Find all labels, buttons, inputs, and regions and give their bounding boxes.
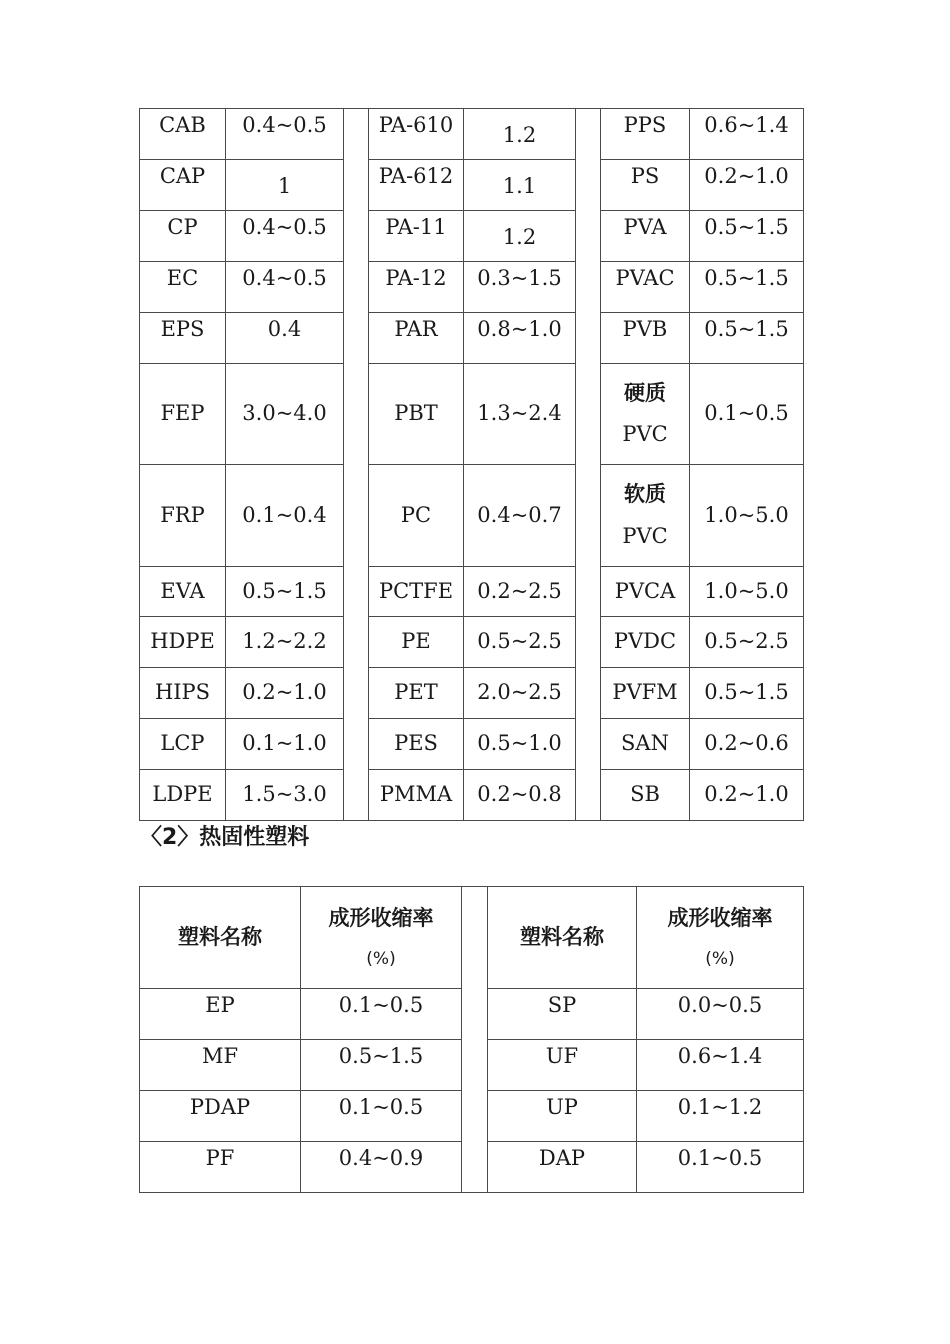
- material-name: PA-612: [369, 160, 464, 211]
- header-plastic-name: 塑料名称: [488, 887, 637, 989]
- material-name: PA-11: [369, 211, 464, 262]
- table-row: [140, 617, 804, 668]
- column-gap: [344, 109, 369, 821]
- material-name: HDPE: [140, 617, 226, 668]
- material-name: CAP: [140, 160, 226, 211]
- column-gap: [576, 109, 601, 821]
- shrinkage-value: 0.1~0.5: [301, 1091, 462, 1142]
- shrinkage-value: 0.2~0.6: [690, 719, 804, 770]
- shrinkage-value: 0.5~1.5: [690, 668, 804, 719]
- shrinkage-value: 0.5~1.5: [690, 262, 804, 313]
- material-name: [601, 465, 690, 567]
- material-name: HIPS: [140, 668, 226, 719]
- column-gap: [462, 887, 488, 1193]
- material-name: PET: [369, 668, 464, 719]
- shrinkage-value: 1.5~3.0: [226, 770, 344, 821]
- material-name: PVFM: [601, 668, 690, 719]
- table-row: [140, 313, 804, 364]
- shrinkage-value: 0.2~2.5: [464, 567, 576, 617]
- material-name: [601, 364, 690, 465]
- shrinkage-value: 0.1~1.0: [226, 719, 344, 770]
- shrinkage-value: 0.4: [226, 313, 344, 364]
- material-name: DAP: [488, 1142, 637, 1193]
- material-name: FRP: [140, 465, 226, 567]
- section-heading: 〈2〉热固性塑料: [140, 825, 310, 850]
- shrinkage-value: 0.4~0.5: [226, 262, 344, 313]
- table-row: [140, 211, 804, 262]
- shrinkage-value: 0.5~2.5: [464, 617, 576, 668]
- shrinkage-value: 0.3~1.5: [464, 262, 576, 313]
- shrinkage-value: 1.3~2.4: [464, 364, 576, 465]
- material-name: MF: [140, 1040, 301, 1091]
- shrinkage-value: 0.4~0.5: [226, 211, 344, 262]
- material-qualifier: 硬质: [624, 380, 666, 405]
- material-name: EVA: [140, 567, 226, 617]
- shrinkage-value: 0.0~0.5: [637, 989, 804, 1040]
- thermoplastic-shrinkage-table: [139, 108, 804, 821]
- header-rate-unit: (%): [366, 948, 396, 969]
- table-row: [140, 719, 804, 770]
- material-name: PMMA: [369, 770, 464, 821]
- table-row: [140, 770, 804, 821]
- header-shrinkage-rate: [301, 887, 462, 989]
- material-name: PC: [369, 465, 464, 567]
- table-row: [140, 567, 804, 617]
- header-rate-label: 成形收缩率: [328, 905, 434, 930]
- shrinkage-value: 0.6~1.4: [690, 109, 804, 160]
- shrinkage-value: 0.1~0.5: [690, 364, 804, 465]
- shrinkage-value: 1.1: [464, 160, 576, 211]
- material-name: EP: [140, 989, 301, 1040]
- thermoset-shrinkage-table: [139, 886, 804, 1193]
- shrinkage-value: 0.5~1.5: [690, 211, 804, 262]
- shrinkage-value: 1.0~5.0: [690, 567, 804, 617]
- shrinkage-value: 0.4~0.9: [301, 1142, 462, 1193]
- table-row: [140, 668, 804, 719]
- material-name: PA-12: [369, 262, 464, 313]
- material-name: PVA: [601, 211, 690, 262]
- shrinkage-value: 0.2~1.0: [226, 668, 344, 719]
- header-rate-unit: (%): [705, 948, 735, 969]
- shrinkage-value: 0.4~0.5: [226, 109, 344, 160]
- material-name: EPS: [140, 313, 226, 364]
- material-name: UP: [488, 1091, 637, 1142]
- shrinkage-value: 0.4~0.7: [464, 465, 576, 567]
- material-name: PVB: [601, 313, 690, 364]
- shrinkage-value: 0.5~1.0: [464, 719, 576, 770]
- material-name: CAB: [140, 109, 226, 160]
- material-name: EC: [140, 262, 226, 313]
- material-name: PS: [601, 160, 690, 211]
- table-row: [140, 465, 804, 567]
- material-name: PBT: [369, 364, 464, 465]
- material-name: SAN: [601, 719, 690, 770]
- material-name: CP: [140, 211, 226, 262]
- shrinkage-value: 1.2: [464, 109, 576, 160]
- material-name: FEP: [140, 364, 226, 465]
- shrinkage-value: 0.1~0.5: [637, 1142, 804, 1193]
- table-row: [140, 364, 804, 465]
- material-name: LDPE: [140, 770, 226, 821]
- material-name: PAR: [369, 313, 464, 364]
- table-row: [140, 160, 804, 211]
- material-name: PVAC: [601, 262, 690, 313]
- material-name: PPS: [601, 109, 690, 160]
- shrinkage-value: 0.1~1.2: [637, 1091, 804, 1142]
- material-name: PES: [369, 719, 464, 770]
- table-header-row: [140, 887, 804, 989]
- material-name: PVDC: [601, 617, 690, 668]
- shrinkage-value: 0.2~1.0: [690, 160, 804, 211]
- shrinkage-value: 3.0~4.0: [226, 364, 344, 465]
- material-name: PVCA: [601, 567, 690, 617]
- header-plastic-name: 塑料名称: [140, 887, 301, 989]
- material-code: PVC: [622, 523, 668, 548]
- shrinkage-value: 0.5~1.5: [690, 313, 804, 364]
- material-name: LCP: [140, 719, 226, 770]
- shrinkage-value: 0.1~0.4: [226, 465, 344, 567]
- header-rate-label: 成形收缩率: [667, 905, 773, 930]
- shrinkage-value: 0.2~0.8: [464, 770, 576, 821]
- shrinkage-value: 0.6~1.4: [637, 1040, 804, 1091]
- table-row: [140, 109, 804, 160]
- shrinkage-value: 1.0~5.0: [690, 465, 804, 567]
- material-name: PDAP: [140, 1091, 301, 1142]
- shrinkage-value: 0.8~1.0: [464, 313, 576, 364]
- material-name: SP: [488, 989, 637, 1040]
- shrinkage-value: 1.2: [464, 211, 576, 262]
- material-qualifier: 软质: [624, 482, 666, 507]
- material-name: PF: [140, 1142, 301, 1193]
- shrinkage-value: 0.5~1.5: [226, 567, 344, 617]
- table-row: [140, 262, 804, 313]
- shrinkage-value: 0.5~1.5: [301, 1040, 462, 1091]
- material-name: PE: [369, 617, 464, 668]
- shrinkage-value: 0.2~1.0: [690, 770, 804, 821]
- shrinkage-value: 0.5~2.5: [690, 617, 804, 668]
- header-shrinkage-rate: [637, 887, 804, 989]
- material-name: SB: [601, 770, 690, 821]
- shrinkage-value: 1.2~2.2: [226, 617, 344, 668]
- material-name: PA-610: [369, 109, 464, 160]
- material-name: UF: [488, 1040, 637, 1091]
- shrinkage-value: 1: [226, 160, 344, 211]
- shrinkage-value: 0.1~0.5: [301, 989, 462, 1040]
- material-name: PCTFE: [369, 567, 464, 617]
- material-code: PVC: [622, 422, 668, 446]
- shrinkage-value: 2.0~2.5: [464, 668, 576, 719]
